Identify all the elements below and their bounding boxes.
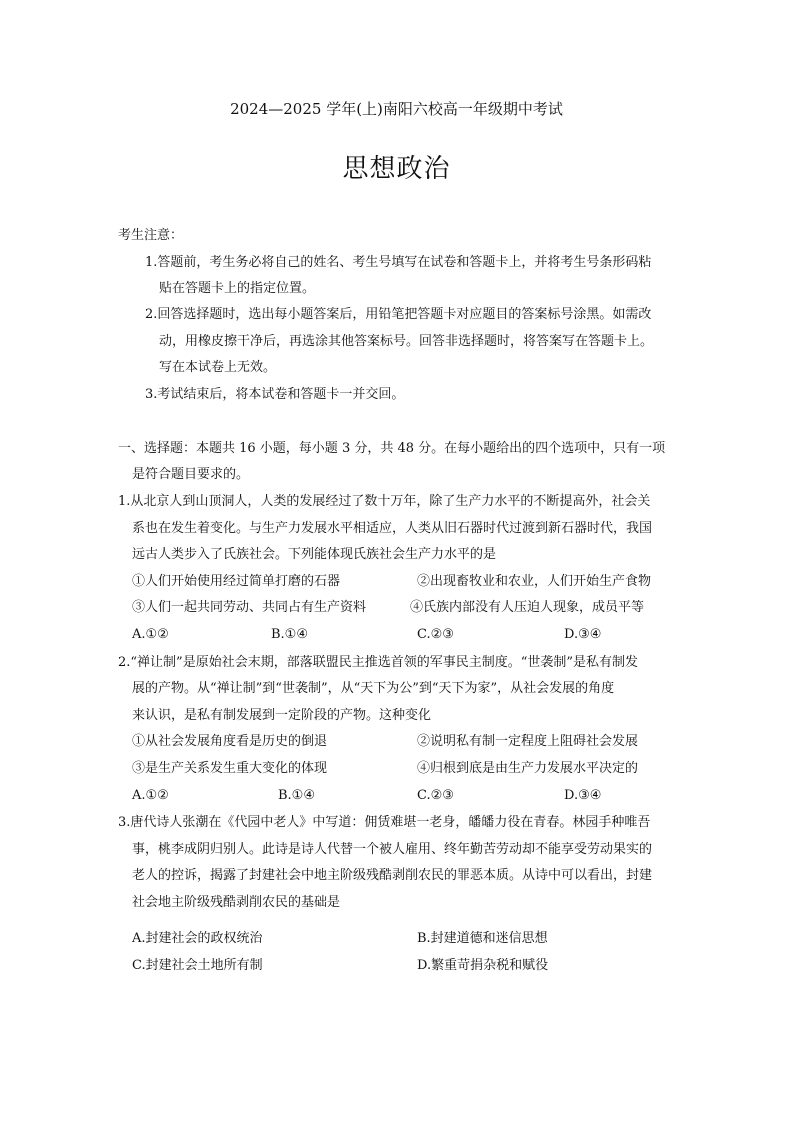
question-1-option-d: D.③④ (564, 627, 602, 642)
question-1-statement-4: ④氏族内部没有人压迫人现象，成员平等 (410, 600, 645, 615)
question-1-option-b: B.①④ (271, 627, 308, 642)
notice-item-1: 1.答题前，考生务必将自己的姓名、考生号填写在试卷和答题卡上，并将考生号条形码粘 (145, 255, 652, 270)
question-1-stem: 1.从北京人到山顶洞人，人类的发展经过了数十万年，除了生产力水平的不断提高外，社会关 (118, 494, 651, 509)
question-3-option-b: B.封建道德和迷信思想 (417, 931, 548, 946)
question-3-option-d: D.繁重苛捐杂税和赋役 (417, 958, 549, 973)
question-1-option-c: C.②③ (417, 627, 454, 642)
question-1-statement-3: ③人们一起共同劳动、共同占有生产资料 (132, 600, 367, 615)
question-1-option-a: A.①② (132, 627, 169, 642)
question-2-stem-cont2: 来认识，是私有制发展到一定阶段的产物。这种变化 (132, 708, 432, 723)
question-3-option-c: C.封建社会土地所有制 (132, 958, 263, 973)
question-2-statement-4: ④归根到底是由生产力发展水平决定的 (417, 761, 639, 776)
question-1-stem-cont2: 远古人类步入了氏族社会。下列能体现氏族社会生产力水平的是 (132, 547, 497, 562)
question-2-option-c: C.②③ (417, 788, 454, 803)
question-3-option-a: A.封建社会的政权统治 (132, 931, 263, 946)
question-2-statement-3: ③是生产关系发生重大变化的体现 (132, 761, 328, 776)
exam-title: 2024—2025 学年(上)南阳六校高一年级期中考试 (230, 100, 563, 118)
question-2-option-b: B.①④ (278, 788, 315, 803)
question-3-stem-cont: 事，桃李成阴归别人。此诗是诗人代替一个被人雇用、终年勤苦劳动却不能享受劳动果实的 (132, 842, 653, 857)
question-2-option-d: D.③④ (564, 788, 602, 803)
notice-item-3: 3.考试结束后，将本试卷和答题卡一并交回。 (145, 387, 405, 402)
subject-title: 思想政治 (342, 154, 451, 184)
question-2-statement-1: ①从社会发展角度看是历史的倒退 (132, 734, 328, 749)
question-1-stem-cont: 系也在发生着变化。与生产力发展水平相适应，人类从旧石器时代过渡到新石器时代，我国 (132, 521, 653, 536)
question-2-statement-2: ②说明私有制一定程度上阻碍社会发展 (417, 734, 639, 749)
question-1-statement-2: ②出现畜牧业和农业，人们开始生产食物 (417, 574, 652, 589)
notice-item-1-cont: 贴在答题卡上的指定位置。 (159, 281, 316, 296)
question-2-stem: 2.“禅让制”是原始社会末期，部落联盟民主推选首领的军事民主制度。“世袭制”是私有制发 (118, 655, 638, 670)
question-3-stem: 3.唐代诗人张潮在《代园中老人》中写道：佣赁难堪一老身，皤皤力役在青春。林园手种唯吾 (118, 815, 651, 830)
notice-item-2-cont2: 写在本试卷上无效。 (159, 360, 277, 375)
question-1-statement-1: ①人们开始使用经过简单打磨的石器 (132, 574, 341, 589)
question-3-stem-cont2: 老人的控诉，揭露了封建社会中地主阶级残酷剥削农民的罪恶本质。从诗中可以看出，封建 (132, 868, 653, 883)
notice-heading: 考生注意： (118, 228, 184, 243)
question-2-option-a: A.①② (132, 788, 169, 803)
notice-item-2: 2.回答选择题时，选出每小题答案后，用铅笔把答题卡对应题目的答案标号涂黑。如需改 (145, 307, 652, 322)
section-heading-cont: 是符合题目要求的。 (132, 467, 250, 482)
notice-item-2-cont: 动，用橡皮擦干净后，再选涂其他答案标号。回答非选择题时，将答案写在答题卡上。 (159, 334, 654, 349)
section-heading: 一、选择题：本题共 16 小题，每小题 3 分，共 48 分。在每小题给出的四个选项中，只有一项 (118, 441, 666, 456)
question-2-stem-cont: 展的产物。从“禅让制”到“世袭制”，从“天下为公”到“天下为家”，从社会发展的角度 (132, 681, 615, 696)
question-3-stem-cont3: 社会地主阶级残酷剥削农民的基础是 (132, 895, 341, 910)
